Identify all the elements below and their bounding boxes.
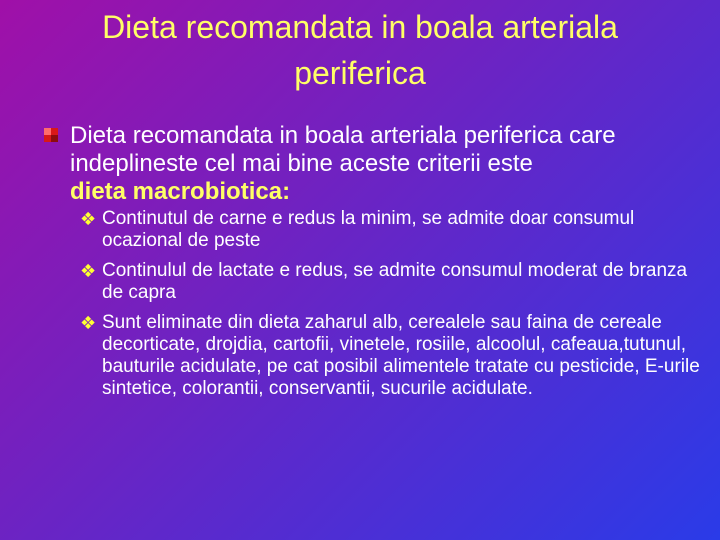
sub-bullet-list <box>80 208 700 408</box>
sub-bullet-text: Sunt eliminate din dieta zaharul alb, cerealele sau faina de cereale decorticate, drojdia, cartofii, vinetele, rosiile, alcoolul, cafeaua,tutunul, bauturile acidulate, pe cat posibil alimentele tratate cu pesticide, E-urile sintetice, colorantii, conservantii, sucurile acidulate. <box>102 312 700 399</box>
sub-bullet-item <box>80 260 700 304</box>
diamond-bullet-icon: ❖ <box>80 209 97 229</box>
diamond-bullet-icon: ❖ <box>80 313 97 333</box>
sub-bullet-text: Continutul de carne e redus la minim, se admite doar consumul ocazional de peste <box>102 208 635 251</box>
sub-bullet-item <box>80 312 700 400</box>
main-bullet-body: Dieta recomandata in boala arteriala periferica care indeplineste cel mai bine aceste criterii este <box>70 122 616 177</box>
sub-bullet-text: Continulul de lactate e redus, se admite consumul moderat de branza de capra <box>102 260 688 303</box>
slide-title: Dieta recomandata in boala arteriala periferica <box>102 9 618 91</box>
sub-bullet-item <box>80 208 700 252</box>
main-bullet-text <box>70 122 700 206</box>
diamond-bullet-icon: ❖ <box>80 261 97 281</box>
square-bullet-icon <box>44 128 58 142</box>
main-bullet-emphasis: dieta macrobiotica: <box>70 178 291 205</box>
